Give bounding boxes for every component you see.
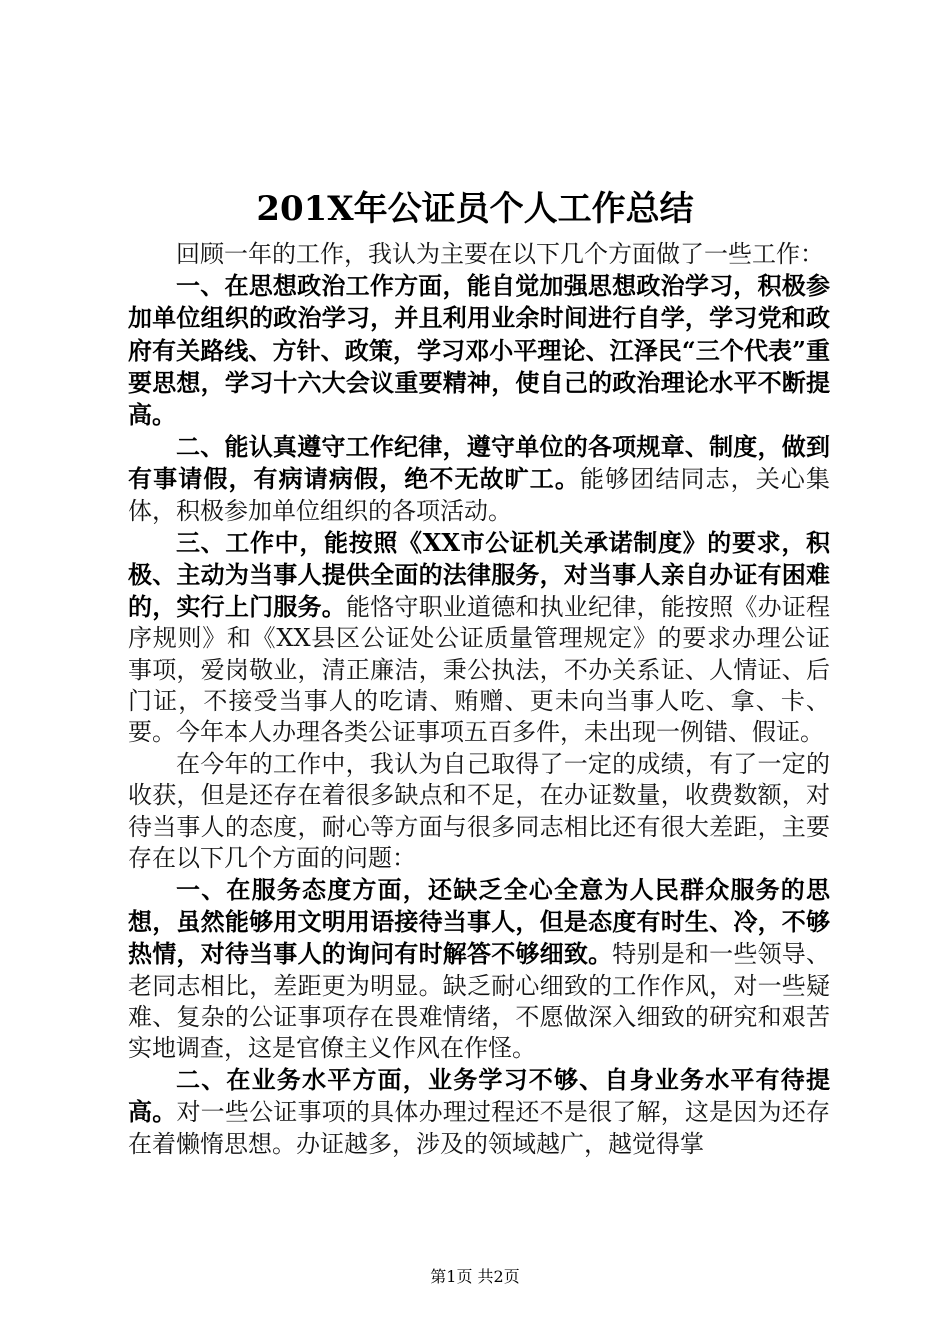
page-footer: 第1页 共2页 — [430, 1267, 520, 1286]
paragraph-bold: 二、在业务水平方面，业务学习不够、自身业务水平有待提高。 — [128, 1065, 830, 1127]
paragraph — [128, 431, 830, 527]
paragraph — [128, 748, 830, 874]
paragraph-text: 能够团结同志，关心集体，积极参加单位组织的各项活动。 — [128, 465, 830, 525]
paragraph — [128, 874, 830, 1064]
paragraph-bold: 二、能认真遵守工作纪律，遵守单位的各项规章、制度，做到有事请假，有病请病假，绝不无故旷工。 — [128, 432, 830, 494]
document-title: 201X年公证员个人工作总结 — [256, 189, 694, 229]
paragraph-bold: 一、在思想政治工作方面，能自觉加强思想政治学习，积极参加单位组织的政治学习，并且利用业余时间进行自学，学习党和政府有关路线、方针、政策，学习邓小平理论、江泽民“三个代表”重要思想，学习十六大会议重要精神，使自己的政治理论水平不断提高。 — [128, 271, 830, 430]
paragraph-text: 特别是和一些领导、老同志相比，差距更为明显。缺乏耐心细致的工作作风，对一些疑难、复杂的公证事项存在畏难情绪，不愿做深入细致的研究和艰苦实地调查，这是官僚主义作风在作怪。 — [128, 940, 831, 1063]
paragraph — [128, 527, 830, 748]
paragraph-bold: 三、工作中，能按照《XX市公证机关承诺制度》的要求，积极、主动为当事人提供全面的法律服务，对当事人亲自办证有困难的，实行上门服务。 — [128, 527, 830, 622]
paragraph-text: 回顾一年的工作，我认为主要在以下几个方面做了一些工作： — [176, 240, 824, 268]
paragraph — [128, 238, 830, 270]
document-body — [128, 238, 830, 1160]
paragraph-text: 在今年的工作中，我认为自己取得了一定的成绩，有了一定的收获，但是还存在着很多缺点和不足，在办证数量，收费数额，对待当事人的态度，耐心等方面与很多同志相比还有很大差距，主要存在以下几个方面的问题： — [128, 750, 830, 872]
paragraph — [128, 1064, 830, 1160]
paragraph-text: 能恪守职业道德和执业纪律，能按照《办证程序规则》和《XX县区公证处公证质量管理规定》的要求办理公证事项，爱岗敬业，清正廉洁，秉公执法，不办关系证、人情证、后门证，不接受当事人的吃请、贿赠、更未向当事人吃、拿、卡、要。今年本人办理各类公证事项五百多件，未出现一例错、假证。 — [128, 593, 831, 747]
paragraph-text: 对一些公证事项的具体办理过程还不是很了解，这是因为还存在着懒惰思想。办证越多，涉及的领域越广，越觉得掌 — [128, 1098, 831, 1158]
paragraph-bold: 一、在服务态度方面，还缺乏全心全意为人民群众服务的思想，虽然能够用文明用语接待当事人，但是态度有时生、冷，不够热情，对待当事人的询问有时解答不够细致。 — [128, 875, 830, 969]
paragraph — [128, 270, 830, 431]
